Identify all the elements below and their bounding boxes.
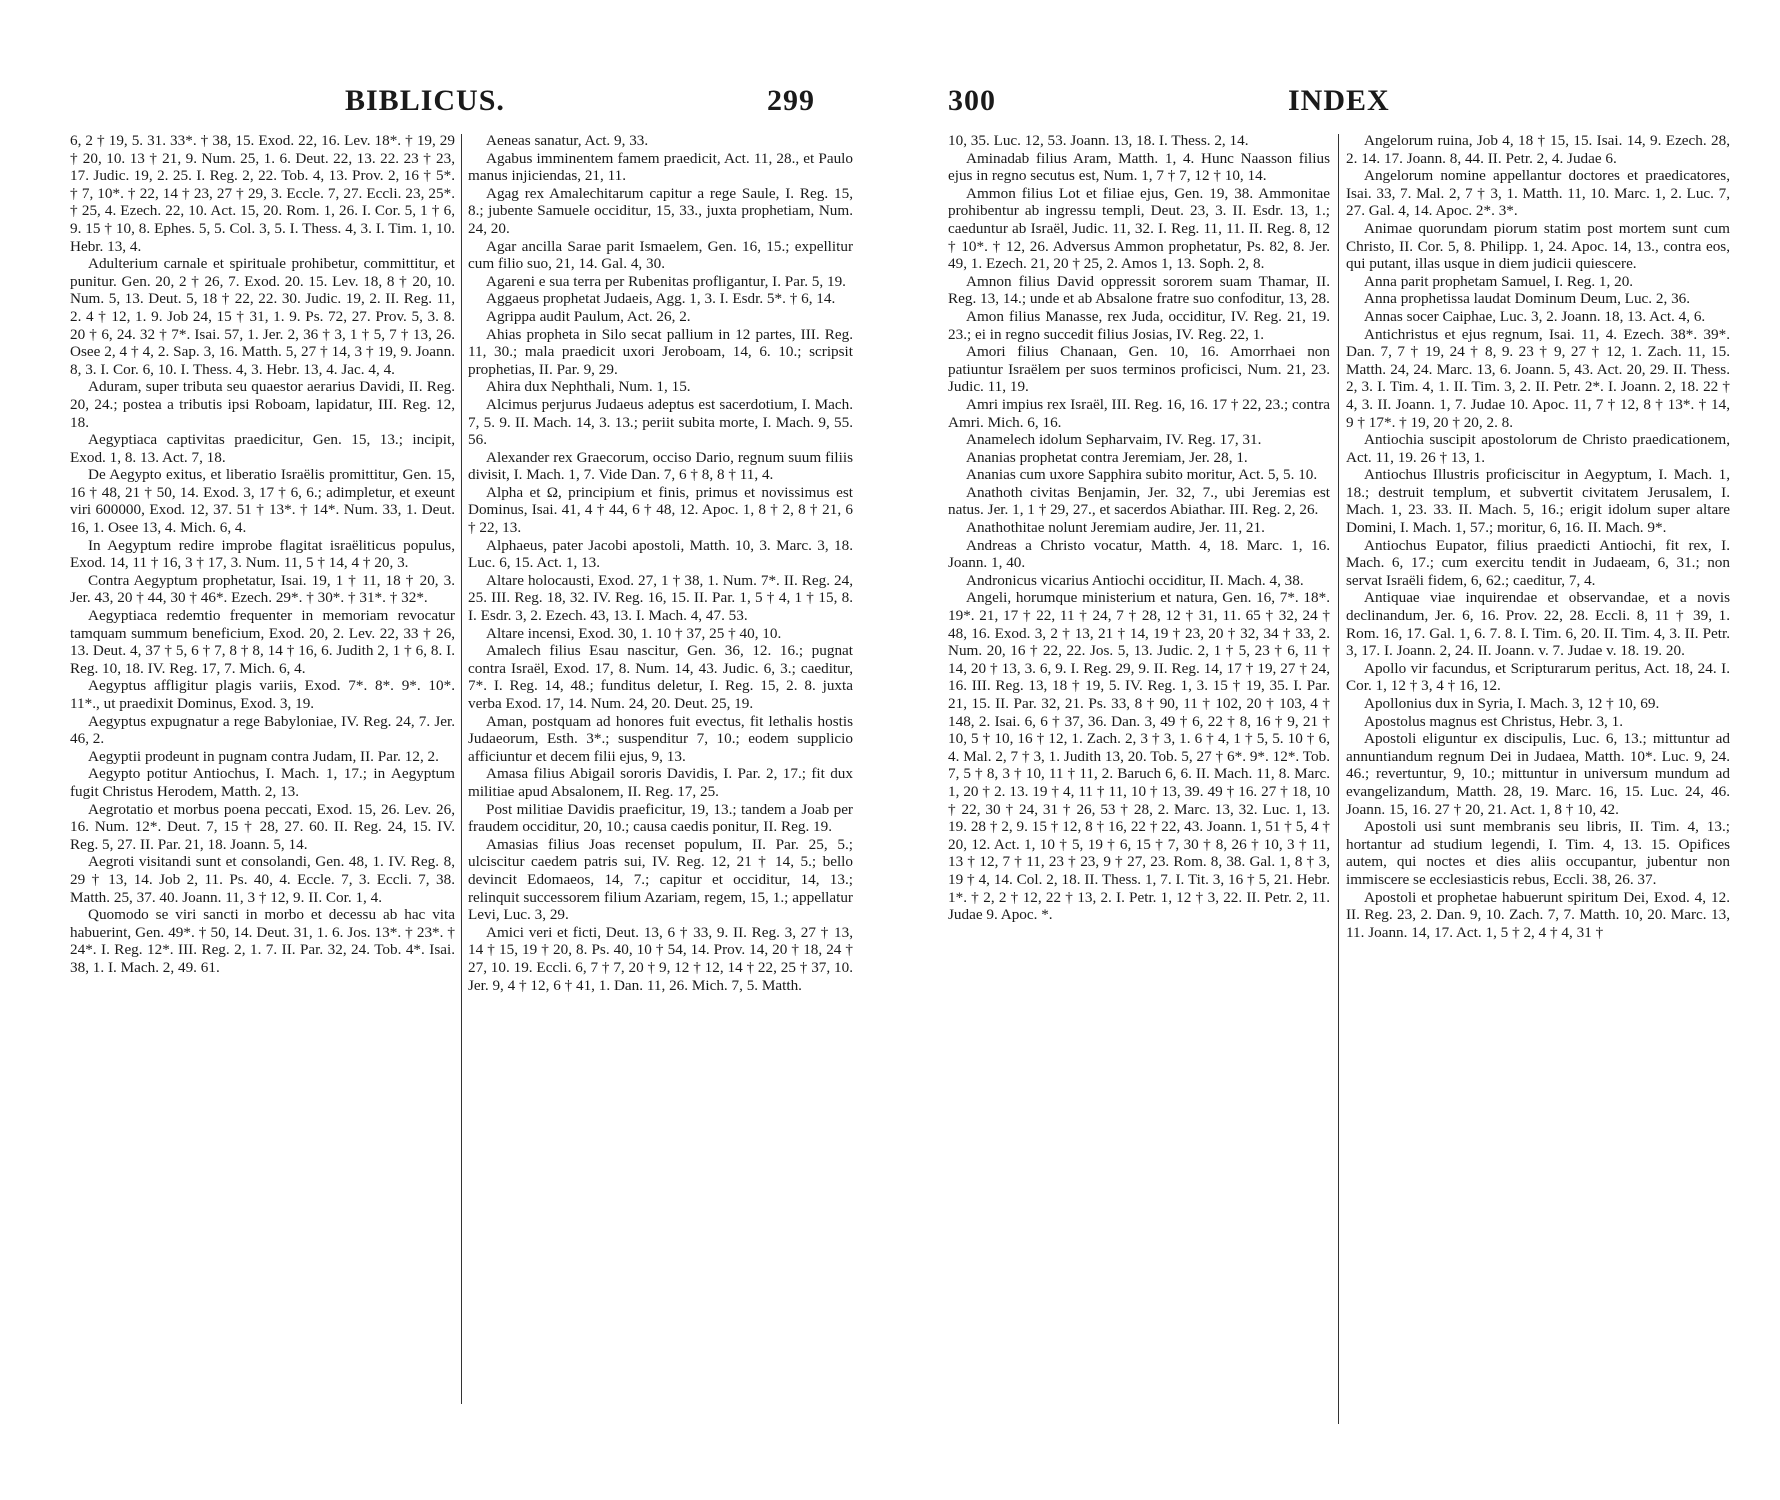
right-page — [900, 0, 1780, 1500]
index-entry: Aman, postquam ad honores fuit evectus, fit lethalis hostis Judaeorum, Esth. 3*.; suspenditur 7, 10.; eodem supplicio afficiuntur et decem filii ejus, 9, 13. — [468, 712, 853, 765]
left-page-number: 299 — [767, 84, 815, 117]
index-entry: Apostolus magnus est Christus, Hebr. 3, 1. — [1364, 712, 1624, 730]
index-entry: Anna prophetissa laudat Dominum Deum, Luc. 2, 36. — [1364, 290, 1691, 308]
index-entry: Andreas a Christo vocatur, Matth. 4, 18. Marc. 1, 16. Joann. 1, 40. — [948, 536, 1330, 572]
index-entry: Aegyptus expugnatur a rege Babyloniae, IV. Reg. 24, 7. Jer. 46, 2. — [70, 712, 455, 748]
right-column-b — [1346, 132, 1730, 1452]
index-entry: Alphaeus, pater Jacobi apostoli, Matth. 10, 3. Marc. 3, 18. Luc. 6, 15. Act. 1, 13. — [468, 536, 853, 572]
index-entry: Amori filius Chanaan, Gen. 10, 16. Amorrhaei non patiuntur Israëlem per suos terminos proficisci, Num. 21, 23. Judic. 11, 19. — [948, 343, 1330, 396]
index-entry: Angeli, horumque ministerium et natura, Gen. 16, 7*. 18*. 19*. 21, 17 † 22, 11 † 24, 7 † 28, 12 † 31, 11. 65 † 32, 24 † 48, 16. Exod. 3, 2 † 13, 21 † 14, 19 † 23, 20 † 32, 34 † 33, 2. Num. 20, 16 † 22, 22. Jos. 5, 13. Judic. 2, 1 † 5, 23 † 6, 11 † 14, 20 † 13, 3. 6, 9. I. Reg. 29, 9. II. Reg. 14, 17 † 19, 27 † 24, 16. III. Reg. 13, 18 † 19, 5. IV. Reg. 1, 3. 15 † 19, 35. I. Par. 21, 15. II. Par. 32, 21. Ps. 33, 8 † 90, 11 † 102, 20 † 103, 4 † 148, 2. Isai. 6, 6 † 37, 36. Dan. 3, 49 † 6, 22 † 8, 16 † 9, 21 † 10, 5 † 10, 16 † 12, 1. Zach. 2, 3 † 3, 1. 6 † 4, 1 † 5, 5. 10 † 6, 4. Mal. 2, 7 † 3, 1. Judith 13, 20. Tob. 5, 27 † 6*. 9*. 12*. Tob. 7, 5 † 8, 3 † 10, 11 † 11, 2. Baruch 6, 6. II. Mach. 11, 8. Marc. 1, 20 † 2. 13. 19 † 4, 11 † 11, 10 † 13, 39. 49 † 16. 27 † 18, 10 † 22, 30 † 24, 31 † 26, 53 † 28, 2. Marc. 13, 32. Luc. 1, 13. 19. 28 † 2, 9. 15 † 12, 8 † 16, 22 † 22, 43. Joann. 1, 51 † 5, 4 † 20, 12. Act. 1, 10 † 5, 19 † 6, 15 † 7, 30 † 8, 26 † 10, 3 † 11, 13 † 12, 7 † 11, 23 † 23, 9 † 27, 23. Rom. 8, 38. Gal. 1, 8 † 3, 19 † 4, 14. Col. 2, 18. II. Thess. 1, 7. I. Tit. 3, 16 † 5, 21. Hebr. 1*. † 2, 2 † 12, 22 † 13, 2. I. Petr. 1, 12 † 3, 22. II. Petr. 2, 11. Judae 9. Apoc. *. — [948, 589, 1330, 924]
index-entry: Amnon filius David oppressit sororem suam Thamar, II. Reg. 13, 14.; unde et ab Absalone fratre suo confoditur, 13, 28. — [948, 272, 1330, 308]
index-entry: Aegyptiaca captivitas praedicitur, Gen. 15, 13.; incipit, Exod. 1, 8. 13. Act. 7, 18. — [70, 431, 455, 466]
index-entry: Altare holocausti, Exod. 27, 1 † 38, 1. Num. 7*. II. Reg. 24, 25. III. Reg. 18, 32. IV. Reg. 16, 15. II. Par. 1, 5 † 4, 1 † 15, 8. I. Esdr. 3, 2. Ezech. 43, 13. I. Mach. 4, 47. 53. — [468, 571, 853, 625]
index-entry: Antiochia suscipit apostolorum de Christo praedicationem, Act. 11, 19. 26 † 13, 1. — [1346, 431, 1730, 466]
right-page-number: 300 — [948, 84, 996, 117]
column-rule — [461, 134, 462, 1404]
index-entry: Agabus imminentem famem praedicit, Act. 11, 28., et Paulo manus injiciendas, 21, 11. — [468, 149, 853, 185]
index-entry: Antiochus Illustris proficiscitur in Aegyptum, I. Mach. 1, 18.; destruit templum, et subvertit civitatem Jerusalem, I. Mach. 1, 23. 33. II. Mach. 5, 16.; erigit idolum super altare Domini, I. Mach. 1, 57.; moritur, 6, 16. II. Mach. 9*. — [1346, 466, 1730, 537]
index-entry: Amasias filius Joas recenset populum, II. Par. 25, 5.; ulciscitur caedem patris sui, IV. Reg. 12, 21 † 14, 5.; bello devincit Edomaeos, 14, 7.; capitur et occiditur, 14, 13.; relinquit successorem filium Azariam, regem, 15, 1.; appellatur Levi, Luc. 3, 29. — [468, 835, 853, 924]
index-entry: Alexander rex Graecorum, occiso Dario, regnum suum filiis divisit, I. Mach. 1, 7. Vide Dan. 7, 6 † 8, 8 † 11, 4. — [468, 448, 853, 484]
index-entry: Ahias propheta in Silo secat pallium in 12 partes, III. Reg. 11, 30.; mala praedicit uxori Jeroboam, 14, 6. 10.; scripsit prophetias, II. Par. 9, 29. — [468, 325, 853, 378]
left-column-a — [70, 132, 455, 1432]
index-entry: Aggaeus prophetat Judaeis, Agg. 1, 3. I. Esdr. 5*. † 6, 14. — [486, 290, 836, 308]
index-entry: Animae quorundam piorum statim post mortem sunt cum Christo, II. Cor. 5, 8. Philipp. 1, 24. Apoc. 14, 13., contra eos, qui putant, illas usque in diem judicii quiescere. — [1346, 219, 1730, 273]
index-entry: Antichristus et ejus regnum, Isai. 11, 4. Ezech. 38*. 39*. Dan. 7, 7 † 19, 24 † 8, 9. 23 † 9, 27 † 12, 1. Zach. 11, 15. Matth. 24, 24. Marc. 13, 6. Joann. 5, 43. Act. 20, 29. II. Thess. 2, 3. I. Tim. 4, 1. II. Tim. 3, 2. II. Petr. 2*. I. Joann. 2, 18. 22 † 4, 3. II. Joann. 1, 7. Judae 10. Apoc. 11, 7 † 12, 8 † 13*. † 14, 9 † 17*. † 19, 20 † 20, 2. 8. — [1346, 325, 1730, 431]
index-entry: Apostoli usi sunt membranis seu libris, II. Tim. 4, 13.; hortantur ad studium legendi, I. Tim. 4, 13. 15. Opifices autem, qui noctes et dies aliis occupantur, jubentur non immiscere se ecclesiasticis rebus, Eccli. 38, 26. 37. — [1346, 818, 1730, 888]
index-entry: Apollonius dux in Syria, I. Mach. 3, 12 † 10, 69. — [1364, 695, 1660, 712]
index-entry: Aminadab filius Aram, Matth. 1, 4. Hunc Naasson filius ejus in regno secutus est, Num. 1, 7 † 7, 12 † 10, 14. — [948, 149, 1330, 185]
index-entry: Andronicus vicarius Antiochi occiditur, II. Mach. 4, 38. — [966, 571, 1304, 589]
index-entry: Amon filius Manasse, rex Juda, occiditur, IV. Reg. 21, 19. 23.; ei in regno succedit filius Josias, IV. Reg. 22, 1. — [948, 307, 1330, 343]
index-entry: Apostoli et prophetae habuerunt spiritum Dei, Exod. 4, 12. II. Reg. 23, 2. Dan. 9, 10. Zach. 7, 7. Matth. 10, 20. Marc. 13, 11. Joann. 14, 17. Act. 1, 5 † 2, 4 † 4, 31 † — [1346, 888, 1730, 941]
index-entry: Altare incensi, Exod. 30, 1. 10 † 37, 25 † 40, 10. — [486, 624, 782, 642]
index-entry: Aegyptii prodeunt in pugnam contra Judam, II. Par. 12, 2. — [88, 747, 439, 765]
left-running-head: BIBLICUS. — [345, 84, 505, 117]
index-entry: Amalech filius Esau nascitur, Gen. 36, 12. 16.; pugnat contra Israël, Exod. 17, 8. Num. 14, 43. Judic. 6, 3.; caeditur, 7*. I. Reg. 14, 48.; funditus deletur, I. Reg. 15, 2. 8. juxta verba Exod. 17, 14. Num. 24, 20. Deut. 25, 19. — [468, 642, 853, 712]
index-entry: In Aegyptum redire improbe flagitat israëliticus populus, Exod. 14, 11 † 16, 3 † 17, 3. Num. 11, 5 † 14, 4 † 20, 3. — [70, 536, 455, 572]
index-entry: Amasa filius Abigail sororis Davidis, I. Par. 2, 17.; fit dux militiae apud Absalonem, II. Reg. 17, 25. — [468, 765, 853, 800]
index-entry: Agag rex Amalechitarum capitur a rege Saule, I. Reg. 15, 8.; jubente Samuele occiditur, 15, 33., juxta prophetiam, Num. 24, 20. — [468, 184, 853, 237]
index-entry: Anna parit prophetam Samuel, I. Reg. 1, 20. — [1364, 272, 1634, 290]
index-entry: Agrippa audit Paulum, Act. 26, 2. — [486, 307, 691, 325]
index-entry: Alcimus perjurus Judaeus adeptus est sacerdotium, I. Mach. 7, 5. 9. II. Mach. 14, 3. 13.; periit subita morte, I. Mach. 9, 55. 56. — [468, 395, 853, 449]
index-entry: Antiquae viae inquirendae et observandae, et a novis declinandum, Jer. 6, 16. Prov. 22, 28. Eccli. 8, 11 † 39, 1. Rom. 16, 17. Gal. 1, 6. 7. 8. I. Tim. 6, 20. II. Tim. 4, 3. II. Petr. 3, 17. I. Joann. 2, 24. II. Joann. v. 7. Judae v. 18. 19. 20. — [1346, 589, 1730, 660]
index-entry: Amici veri et ficti, Deut. 13, 6 † 33, 9. II. Reg. 3, 27 † 13, 14 † 15, 19 † 20, 8. Ps. 40, 10 † 54, 14. Prov. 14, 20 † 18, 24 † 27, 10. 19. Eccli. 6, 7 † 7, 20 † 9, 12 † 12, 14 † 22, 25 † 37, 10. Jer. 9, 4 † 12, 6 † 41, 1. Dan. 11, 26. Mich. 7, 5. Matth. — [468, 923, 853, 994]
right-column-a — [948, 132, 1330, 1452]
left-column-b — [468, 132, 853, 1432]
index-entry: De Aegypto exitus, et liberatio Israëlis promittitur, Gen. 15, 16 † 48, 21 † 50, 14. Exod. 3, 17 † 6, 6.; adimpletur, et exeunt viri 600000, Exod. 12, 37. 51 † 13*. † 14*. Num. 33, 1. Deut. 16, 1. Osee 13, 4. Mich. 6, 4. — [70, 466, 455, 537]
index-entry: Anamelech idolum Sepharvaim, IV. Reg. 17, 31. — [966, 431, 1262, 449]
index-entry: Amri impius rex Israël, III. Reg. 16, 16. 17 † 22, 23.; contra Amri. Mich. 6, 16. — [948, 395, 1330, 431]
index-entry: Aegypto potitur Antiochus, I. Mach. 1, 17.; in Aegyptum fugit Christus Herodem, Matth. 2, 13. — [70, 765, 455, 800]
index-entry: Anathoth civitas Benjamin, Jer. 32, 7., ubi Jeremias est natus. Jer. 1, 1 † 29, 27., et sacerdos Abiathar. III. Reg. 2, 26. — [948, 483, 1330, 519]
index-entry: 6, 2 † 19, 5. 31. 33*. † 38, 15. Exod. 22, 16. Lev. 18*. † 19, 29 † 20, 10. 13 † 21, 9. Num. 25, 1. 6. Deut. 22, 13. 22. 23 † 23, 17. Judic. 19, 2. 25. I. Reg. 2, 22. Tob. 4, 13. Prov. 2, 16 † 5*. † 7, 10*. † 22, 14 † 23, 27 † 29, 3. Eccle. 7, 27. Eccli. 23, 25*. † 25, 4. Ezech. 22, 10. Act. 15, 20. Rom. 1, 26. I. Cor. 5, 1 † 6, 9. 15 † 10, 8. Ephes. 5, 5. Col. 3, 5. I. Thess. 4, 3. I. Tim. 1, 10. Hebr. 13, 4. — [70, 132, 455, 255]
index-entry: Ahira dux Nephthali, Num. 1, 15. — [486, 378, 691, 396]
index-entry: Agareni e sua terra per Rubenitas profligantur, I. Par. 5, 19. — [486, 272, 846, 290]
index-entry: Ananias cum uxore Sapphira subito moritur, Act. 5, 5. 10. — [966, 466, 1318, 484]
index-entry: Agar ancilla Sarae parit Ismaelem, Gen. 16, 15.; expellitur cum filio suo, 21, 14. Gal. 4, 30. — [468, 237, 853, 273]
index-entry: Contra Aegyptum prophetatur, Isai. 19, 1 † 11, 18 † 20, 3. Jer. 43, 20 † 44, 30 † 46*. Ezech. 29*. † 30*. † 31*. † 32*. — [70, 571, 455, 607]
index-entry: Post militiae Davidis praeficitur, 19, 13.; tandem a Joab per fraudem occiditur, 20, 10.; causa caedis ponitur, II. Reg. 19. — [468, 800, 853, 836]
index-entry: Angelorum nomine appellantur doctores et praedicatores, Isai. 33, 7. Mal. 2, 7 † 3, 1. Matth. 11, 10. Marc. 1, 2. Luc. 7, 27. Gal. 4, 14. Apoc. 2*. 3*. — [1346, 167, 1730, 220]
index-entry: Aegrotatio et morbus poena peccati, Exod. 15, 26. Lev. 26, 16. Num. 12*. Deut. 7, 15 † 28, 27. 60. II. Reg. 24, 15. IV. Reg. 5, 27. II. Par. 21, 18. Joann. 5, 14. — [70, 800, 455, 853]
index-entry: Aegroti visitandi sunt et consolandi, Gen. 48, 1. IV. Reg. 8, 29 † 13, 14. Job 2, 11. Ps. 40, 4. Eccle. 7, 3. Eccli. 7, 38. Matth. 25, 37. 40. Joann. 11, 3 † 12, 9. II. Cor. 1, 4. — [70, 853, 455, 906]
index-entry: Antiochus Eupator, filius praedicti Antiochi, fit rex, I. Mach. 6, 17.; cum exercitu tendit in Judaeam, 6, 31.; non servat Israëli fidem, 6, 62.; caeditur, 7, 4. — [1346, 536, 1730, 589]
index-entry: 10, 35. Luc. 12, 53. Joann. 13, 18. I. Thess. 2, 14. — [948, 132, 1249, 149]
index-entry: Apollo vir facundus, et Scripturarum peritus, Act. 18, 24. I. Cor. 1, 12 † 3, 4 † 16, 12. — [1346, 659, 1730, 695]
index-entry: Aegyptiaca redemtio frequenter in memoriam revocatur tamquam summum beneficium, Exod. 20, 2. Lev. 22, 33 † 26, 13. Deut. 4, 37 † 5, 6 † 7, 8 † 8, 14 † 16, 6. Judith 2, 1 † 6, 8. I. Reg. 10, 18. IV. Reg. 17, 7. Mich. 6, 4. — [70, 607, 455, 677]
index-entry: Anathothitae nolunt Jeremiam audire, Jer. 11, 21. — [966, 519, 1265, 537]
index-entry: Quomodo se viri sancti in morbo et decessu ab hac vita habuerint, Gen. 49*. † 50, 14. Deut. 31, 1. 6. Jos. 13*. † 23*. † 24*. I. Reg. 12*. III. Reg. 2, 1. 7. II. Par. 32, 24. Tob. 4*. Isai. 38, 1. I. Mach. 2, 49. 61. — [70, 906, 455, 976]
right-running-head: INDEX — [1288, 84, 1390, 117]
index-entry: Aegyptus affligitur plagis variis, Exod. 7*. 8*. 9*. 10*. 11*., ut praedixit Dominus, Exod. 3, 19. — [70, 677, 455, 712]
index-entry: Aduram, super tributa seu quaestor aerarius Davidi, II. Reg. 20, 24.; postea a tributis ipsi Roboam, lapidatur, III. Reg. 12, 18. — [70, 378, 455, 431]
index-entry: Annas socer Caiphae, Luc. 3, 2. Joann. 18, 13. Act. 4, 6. — [1364, 307, 1706, 325]
left-page — [0, 0, 880, 1500]
index-entry: Alpha et Ω, principium et finis, primus et novissimus est Dominus, Isai. 41, 4 † 44, 6 † 48, 12. Apoc. 1, 8 † 2, 8 † 21, 6 † 22, 13. — [468, 483, 853, 537]
index-entry: Aeneas sanatur, Act. 9, 33. — [486, 132, 649, 149]
index-entry: Apostoli eliguntur ex discipulis, Luc. 6, 13.; mittuntur ad annuntiandum regnum Dei in Judaea, Matth. 10*. Luc. 9, 24. 46.; revertuntur, 9, 10.; mittuntur in universum mundum ad evangelizandum, Matth. 28, 19. Marc. 16, 15. Luc. 24, 46. Joann. 15, 16. 27 † 20, 21. Act. 1, 8 † 10, 42. — [1346, 730, 1730, 818]
index-entry: Angelorum ruina, Job 4, 18 † 15, 15. Isai. 14, 9. Ezech. 28, 2. 14. 17. Joann. 8, 44. II. Petr. 2, 4. Judae 6. — [1346, 132, 1730, 167]
column-rule — [1338, 134, 1339, 1424]
index-entry: Adulterium carnale et spirituale prohibetur, committitur, et punitur. Gen. 20, 2 † 26, 7. Exod. 20. 15. Lev. 18, 8 † 20, 10. Num. 5, 13. Deut. 5, 18 † 22, 22. 30. Judic. 19, 2. II. Reg. 11, 2. 4 † 12, 1. 9. Job 24, 15 † 31, 1. 9. Ps. 72, 27. Prov. 5, 3. 8. 20 † 6, 24. 32 † 7*. Isai. 57, 1. Jer. 2, 36 † 3, 1 † 5, 7 † 13, 26. Osee 2, 4 † 4, 2. Sap. 3, 16. Matth. 5, 27 † 14, 3 † 19, 9. Joann. 8, 3. I. Cor. 6, 10. I. Thess. 4, 3. Hebr. 13, 4. Jac. 4, 4. — [70, 255, 455, 378]
index-entry: Ammon filius Lot et filiae ejus, Gen. 19, 38. Ammonitae prohibentur ab ingressu templi, Deut. 23, 3. II. Esdr. 13, 1.; caeduntur ab Israël, Judic. 11, 32. I. Reg. 11, 11. II. Reg. 8, 12 † 10*. † 12, 26. Adversus Ammon prophetatur, Ps. 82, 8. Jer. 49, 1. Ezech. 21, 20 † 25, 2. Amos 1, 13. Soph. 2, 8. — [948, 184, 1330, 273]
index-entry: Ananias prophetat contra Jeremiam, Jer. 28, 1. — [966, 448, 1248, 466]
